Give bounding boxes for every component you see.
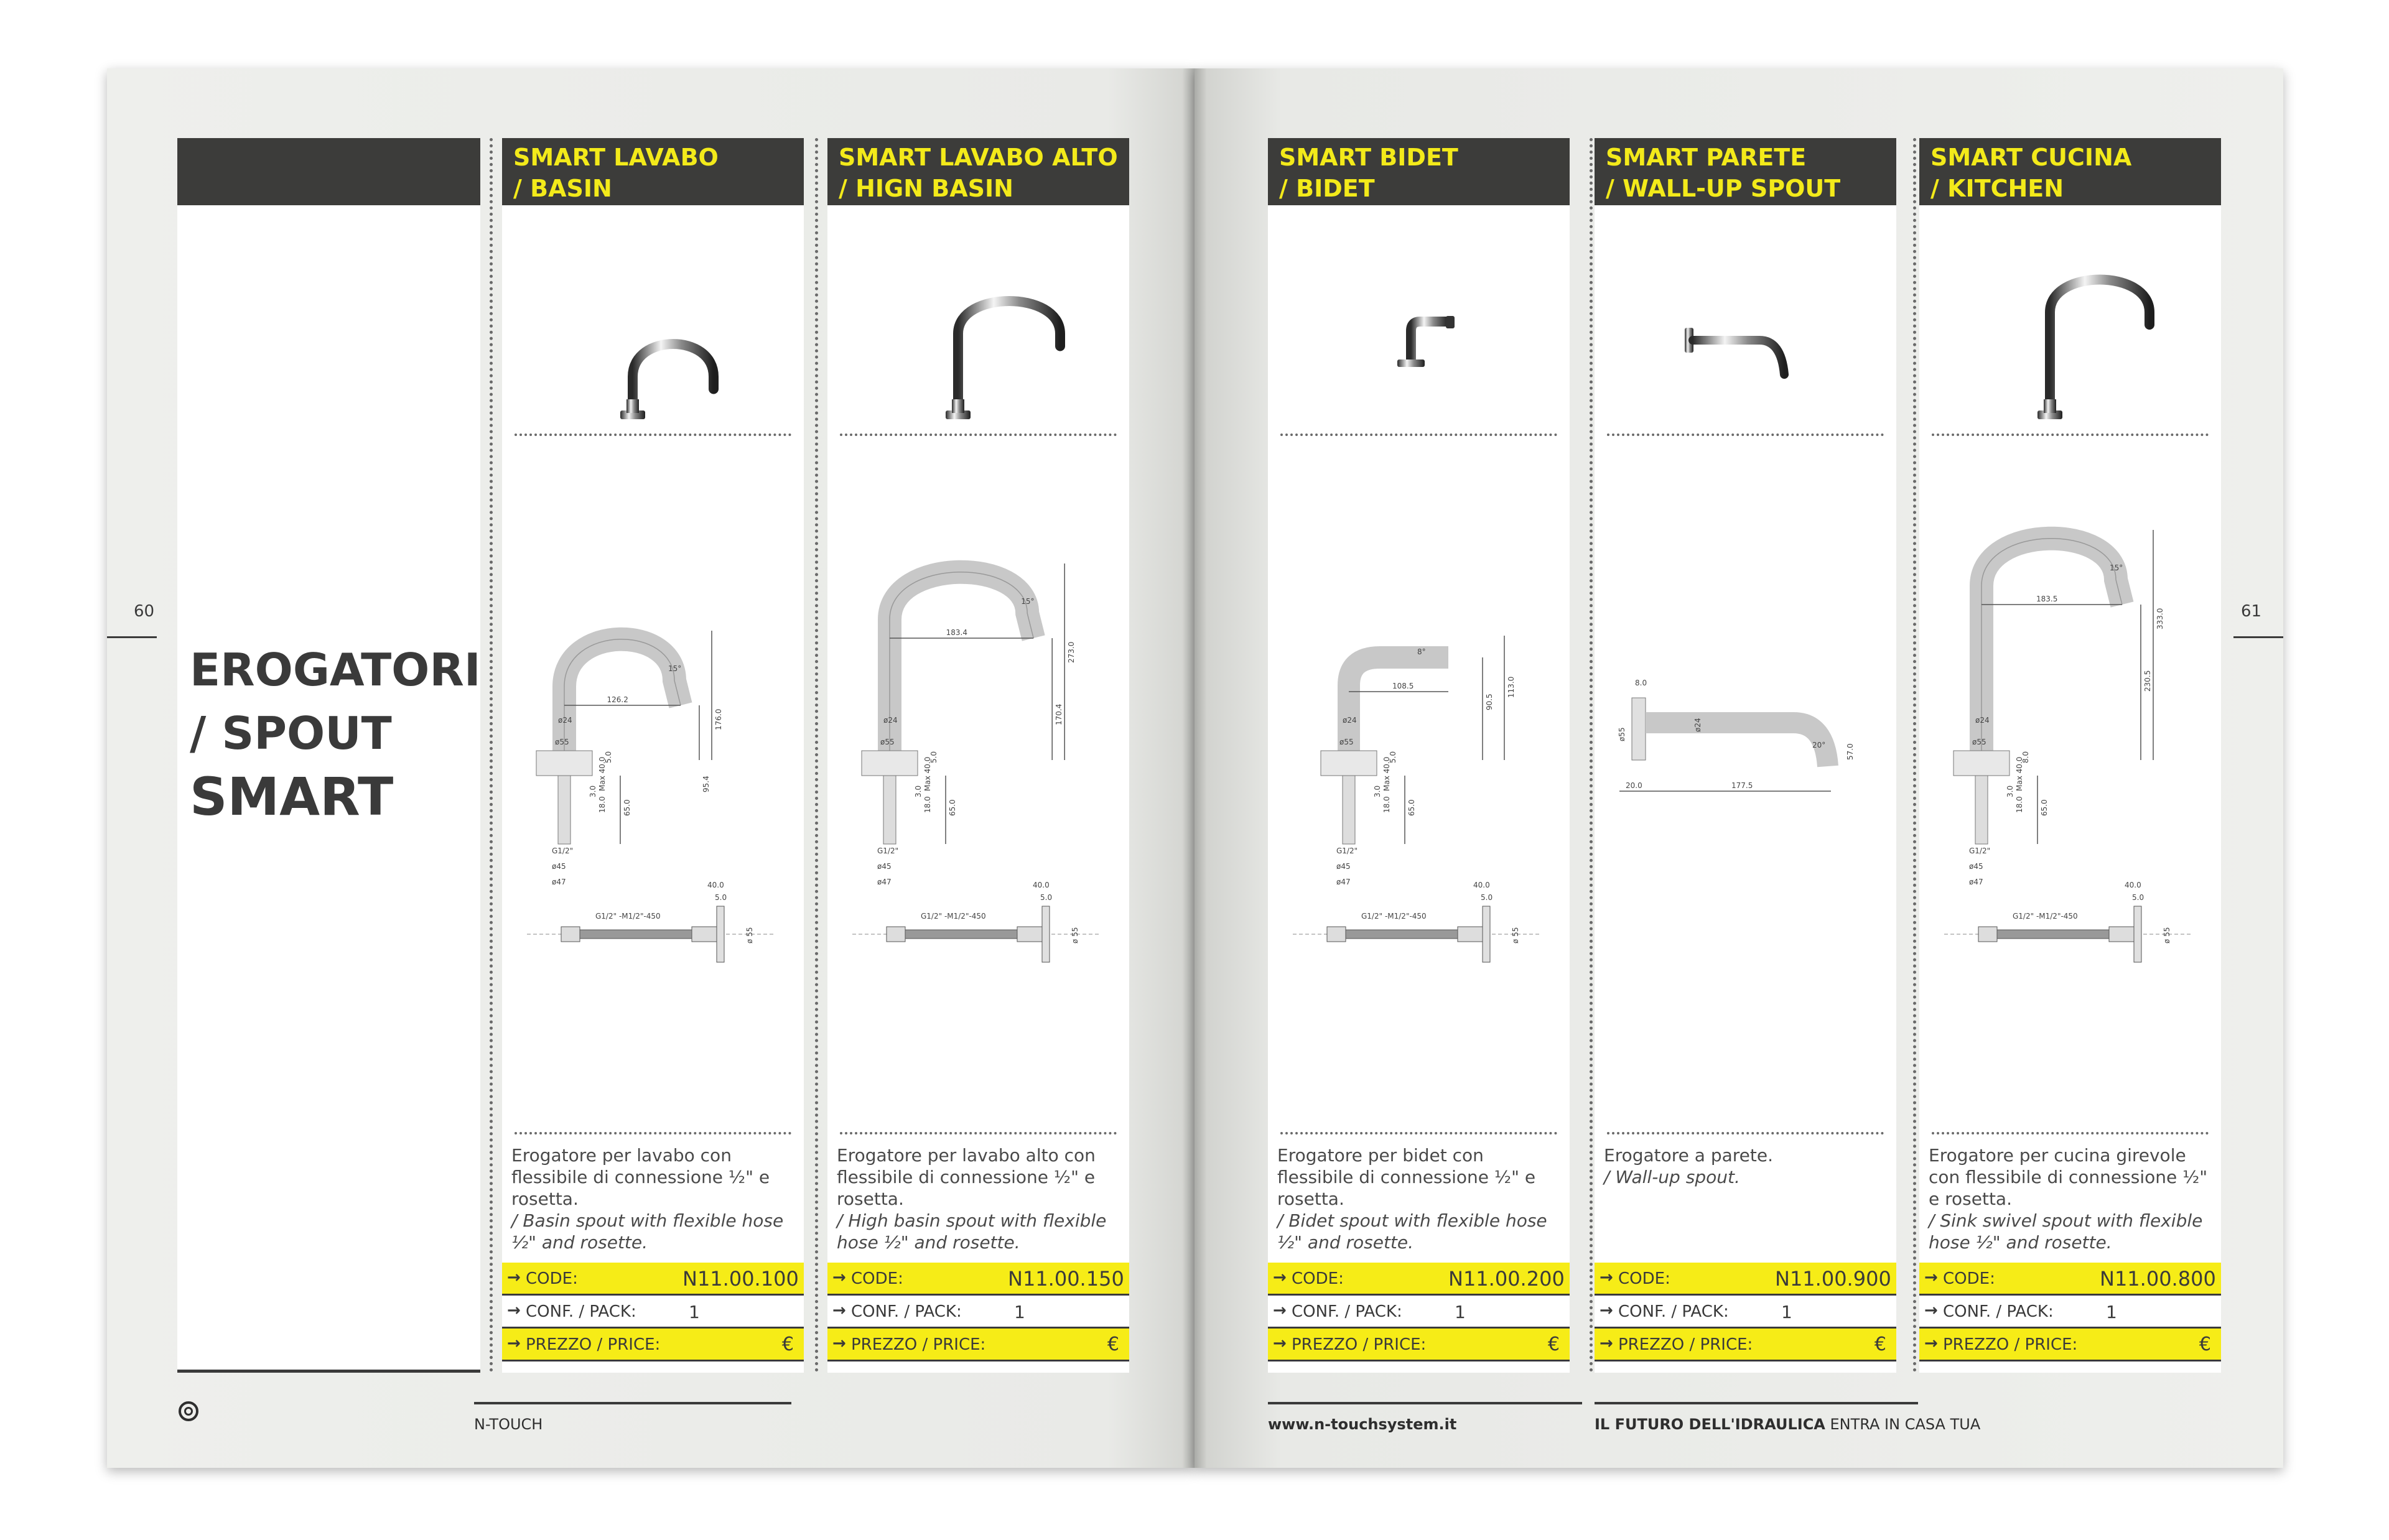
svg-text:15°: 15° <box>668 664 682 673</box>
product-code: N11.00.800 <box>2100 1267 2216 1291</box>
product-photo <box>1651 219 1840 480</box>
product-title-en: / WALL-UP SPOUT <box>1606 175 1841 202</box>
svg-text:ø55: ø55 <box>1972 738 1986 746</box>
description-english: / High basin spout with flexible hose ½" and rosette. <box>837 1210 1107 1253</box>
description-english: / Sink swivel spout with flexible hose ½" and rosette. <box>1929 1210 2203 1253</box>
price-label: PREZZO / PRICE: <box>851 1335 986 1354</box>
code-row <box>1595 1263 1896 1296</box>
svg-text:G1/2": G1/2" <box>1336 847 1358 855</box>
svg-text:5.0: 5.0 <box>1040 893 1053 902</box>
svg-text:Max 40.0: Max 40.0 <box>2015 756 2024 791</box>
pack-quantity: 1 <box>2106 1302 2117 1322</box>
product-title <box>1930 142 2220 204</box>
svg-text:Max 40.0: Max 40.0 <box>923 756 932 791</box>
arrow-right-icon: → <box>1273 1301 1287 1320</box>
section-divider <box>840 434 1117 436</box>
product-title-en: / KITCHEN <box>1930 175 2064 202</box>
product-info-table <box>1919 1263 2221 1361</box>
column-divider <box>1590 138 1593 1373</box>
pack-quantity: 1 <box>1781 1302 1792 1322</box>
svg-text:5.0: 5.0 <box>715 893 727 902</box>
footer-slogan-bold: IL FUTURO DELL'IDRAULICA <box>1595 1416 1825 1433</box>
code-row <box>827 1263 1129 1296</box>
svg-text:5.0: 5.0 <box>1389 751 1397 763</box>
description-italian: Erogatore per lavabo alto con flessibile di connessione ½" e rosetta. <box>837 1145 1096 1209</box>
svg-text:18.0: 18.0 <box>2015 796 2024 813</box>
category-title-line1: EROGATORI <box>190 644 481 696</box>
svg-text:113.0: 113.0 <box>1507 676 1516 698</box>
price-currency: € <box>1874 1334 1886 1355</box>
svg-text:57.0: 57.0 <box>1846 743 1855 760</box>
svg-text:3.0: 3.0 <box>914 785 923 797</box>
svg-text:5.0: 5.0 <box>929 751 938 763</box>
svg-text:40.0: 40.0 <box>1473 881 1490 889</box>
product-header-bar <box>1595 138 1896 205</box>
svg-text:ø47: ø47 <box>552 878 566 886</box>
code-label: CODE: <box>851 1269 903 1288</box>
description-italian: Erogatore a parete. <box>1604 1145 1774 1166</box>
arrow-right-icon: → <box>832 1301 846 1320</box>
pack-row <box>1268 1296 1570 1329</box>
svg-text:108.5: 108.5 <box>1392 682 1414 690</box>
price-currency: € <box>1547 1334 1560 1355</box>
svg-text:15°: 15° <box>2110 564 2123 572</box>
description-english: / Bidet spout with flexible hose ½" and rosette. <box>1277 1210 1547 1253</box>
product-title-en: / BASIN <box>513 175 612 202</box>
product-photo <box>1975 219 2165 480</box>
product-card-smart-parete <box>1595 138 1896 1373</box>
svg-text:ø24: ø24 <box>558 716 572 725</box>
arrow-right-icon: → <box>1924 1268 1938 1287</box>
n-touch-logo-icon <box>179 1401 198 1421</box>
svg-text:Max 40.0: Max 40.0 <box>598 756 607 791</box>
svg-text:20.0: 20.0 <box>1626 781 1642 790</box>
pack-label: CONF. / PACK: <box>1292 1302 1402 1321</box>
price-label: PREZZO / PRICE: <box>1943 1335 2078 1354</box>
svg-text:8°: 8° <box>1417 647 1426 656</box>
arrow-right-icon: → <box>1924 1301 1938 1320</box>
section-divider <box>1932 1132 2209 1134</box>
svg-text:40.0: 40.0 <box>1033 881 1050 889</box>
product-photo <box>1324 219 1514 480</box>
product-description <box>1929 1144 2215 1253</box>
product-photo <box>558 219 748 480</box>
svg-text:177.5: 177.5 <box>1731 781 1753 790</box>
svg-text:126.2: 126.2 <box>607 695 628 704</box>
product-info-table <box>1268 1263 1570 1361</box>
code-label: CODE: <box>1292 1269 1344 1288</box>
column-divider <box>490 138 493 1373</box>
svg-text:ø24: ø24 <box>1693 718 1702 732</box>
svg-text:G1/2": G1/2" <box>877 847 899 855</box>
svg-text:ø 55: ø 55 <box>2163 927 2171 944</box>
arrow-right-icon: → <box>832 1334 846 1353</box>
arrow-right-icon: → <box>507 1301 521 1320</box>
pack-label: CONF. / PACK: <box>1943 1302 2054 1321</box>
product-code: N11.00.200 <box>1448 1267 1565 1291</box>
svg-text:65.0: 65.0 <box>1407 799 1416 816</box>
category-title-line2: / SPOUT <box>190 707 392 759</box>
svg-text:ø47: ø47 <box>877 878 892 886</box>
pack-quantity: 1 <box>1014 1302 1025 1322</box>
price-label: PREZZO / PRICE: <box>1618 1335 1753 1354</box>
svg-text:40.0: 40.0 <box>2125 881 2141 889</box>
description-english: / Wall-up spout. <box>1604 1167 1740 1187</box>
svg-text:G1/2" -M1/2"-450: G1/2" -M1/2"-450 <box>2013 912 2078 921</box>
svg-text:ø45: ø45 <box>1336 862 1351 871</box>
footer-rule-right-1 <box>1268 1402 1582 1404</box>
svg-text:3.0: 3.0 <box>1373 785 1382 797</box>
svg-text:40.0: 40.0 <box>707 881 724 889</box>
description-english: / Basin spout with flexible hose ½" and rosette. <box>511 1210 784 1253</box>
pack-row <box>827 1296 1129 1329</box>
svg-text:ø55: ø55 <box>1618 727 1626 741</box>
svg-text:ø 55: ø 55 <box>1071 927 1079 944</box>
svg-text:3.0: 3.0 <box>2006 785 2014 797</box>
category-header-bar <box>177 138 480 205</box>
product-header-bar <box>502 138 804 205</box>
svg-text:183.5: 183.5 <box>2036 595 2058 603</box>
section-divider <box>840 1132 1117 1134</box>
technical-drawing <box>840 468 1123 1239</box>
svg-text:183.4: 183.4 <box>946 628 967 637</box>
technical-drawing <box>1280 468 1563 1239</box>
product-info-table <box>1595 1263 1896 1361</box>
footer-slogan <box>1595 1416 1980 1433</box>
technical-drawing <box>515 468 798 1239</box>
arrow-right-icon: → <box>1924 1334 1938 1353</box>
arrow-right-icon: → <box>507 1268 521 1287</box>
price-currency: € <box>2199 1334 2211 1355</box>
arrow-right-icon: → <box>1600 1301 1613 1320</box>
page-number-right: 61 <box>2241 602 2262 621</box>
svg-text:333.0: 333.0 <box>2156 608 2164 629</box>
code-label: CODE: <box>1943 1269 1995 1288</box>
section-divider <box>515 1132 791 1134</box>
price-label: PREZZO / PRICE: <box>1292 1335 1427 1354</box>
svg-text:G1/2": G1/2" <box>1969 847 1991 855</box>
product-title-it: SMART LAVABO <box>513 144 719 171</box>
technical-drawing <box>1607 468 1890 1239</box>
svg-text:ø45: ø45 <box>1969 862 1983 871</box>
product-description <box>1604 1144 1890 1188</box>
pack-label: CONF. / PACK: <box>526 1302 636 1321</box>
svg-text:ø24: ø24 <box>883 716 898 725</box>
pack-row <box>1595 1296 1896 1329</box>
product-card-smart-lavabo <box>502 138 804 1373</box>
product-info-table <box>502 1263 804 1361</box>
svg-text:65.0: 65.0 <box>623 799 631 816</box>
product-description <box>1277 1144 1563 1253</box>
product-title-it: SMART BIDET <box>1279 144 1458 171</box>
pack-row <box>1919 1296 2221 1329</box>
left-page-marker <box>107 636 157 638</box>
product-card-smart-bidet <box>1268 138 1570 1373</box>
svg-text:18.0: 18.0 <box>598 796 607 813</box>
price-label: PREZZO / PRICE: <box>526 1335 661 1354</box>
svg-text:G1/2" -M1/2"-450: G1/2" -M1/2"-450 <box>595 912 661 921</box>
svg-text:18.0: 18.0 <box>1382 796 1391 813</box>
svg-text:273.0: 273.0 <box>1067 641 1076 663</box>
product-header-bar <box>1919 138 2221 205</box>
product-card-smart-cucina <box>1919 138 2221 1373</box>
product-title-en: / BIDET <box>1279 175 1375 202</box>
svg-text:ø24: ø24 <box>1343 716 1357 725</box>
column-divider <box>1913 138 1916 1373</box>
description-italian: Erogatore per bidet con flessibile di connessione ½" e rosetta. <box>1277 1145 1536 1209</box>
svg-text:5.0: 5.0 <box>2132 893 2145 902</box>
svg-text:ø 55: ø 55 <box>745 927 754 944</box>
product-title <box>513 142 803 204</box>
svg-text:176.0: 176.0 <box>714 708 723 730</box>
svg-text:ø55: ø55 <box>1339 738 1354 746</box>
svg-text:15°: 15° <box>1021 597 1035 606</box>
footer-rule-left <box>474 1402 791 1404</box>
svg-text:ø47: ø47 <box>1969 878 1983 886</box>
price-currency: € <box>1107 1334 1119 1355</box>
arrow-right-icon: → <box>1600 1334 1613 1353</box>
product-title <box>839 142 1128 204</box>
pack-label: CONF. / PACK: <box>851 1302 962 1321</box>
section-divider <box>1280 1132 1557 1134</box>
svg-text:5.0: 5.0 <box>604 751 613 763</box>
svg-text:65.0: 65.0 <box>2040 799 2049 816</box>
pack-label: CONF. / PACK: <box>1618 1302 1729 1321</box>
section-divider <box>1932 434 2209 436</box>
svg-text:Max 40.0: Max 40.0 <box>1382 756 1391 791</box>
code-row <box>1268 1263 1570 1296</box>
svg-text:90.5: 90.5 <box>1485 693 1494 710</box>
product-description <box>837 1144 1123 1253</box>
section-divider <box>1280 434 1557 436</box>
arrow-right-icon: → <box>832 1268 846 1287</box>
right-page-marker <box>2233 636 2283 638</box>
svg-text:ø24: ø24 <box>1975 716 1990 725</box>
svg-text:ø45: ø45 <box>877 862 892 871</box>
svg-text:95.4: 95.4 <box>702 776 710 792</box>
section-divider <box>1607 1132 1884 1134</box>
arrow-right-icon: → <box>1600 1268 1613 1287</box>
footer-slogan-rest: ENTRA IN CASA TUA <box>1830 1416 1981 1433</box>
svg-text:20°: 20° <box>1812 741 1826 749</box>
category-bottom-rule <box>177 1370 480 1373</box>
pack-quantity: 1 <box>1455 1302 1466 1322</box>
svg-text:ø45: ø45 <box>552 862 566 871</box>
price-currency: € <box>781 1334 794 1355</box>
product-header-bar <box>827 138 1129 205</box>
product-code: N11.00.150 <box>1008 1267 1124 1291</box>
svg-text:ø55: ø55 <box>880 738 895 746</box>
description-italian: Erogatore per cucina girevole con flessibile di connessione ½" e rosetta. <box>1929 1145 2208 1209</box>
svg-text:5.0: 5.0 <box>1481 893 1493 902</box>
price-row <box>1268 1329 1570 1361</box>
svg-text:ø 55: ø 55 <box>1511 927 1520 944</box>
price-row <box>502 1329 804 1361</box>
svg-text:ø47: ø47 <box>1336 878 1351 886</box>
product-title <box>1279 142 1568 204</box>
svg-text:8.0: 8.0 <box>2021 751 2030 763</box>
svg-text:ø55: ø55 <box>555 738 569 746</box>
pack-quantity: 1 <box>689 1302 700 1322</box>
column-divider <box>815 138 818 1373</box>
price-row <box>1595 1329 1896 1361</box>
code-row <box>1919 1263 2221 1296</box>
code-row <box>502 1263 804 1296</box>
svg-text:18.0: 18.0 <box>923 796 932 813</box>
category-panel <box>177 138 480 1373</box>
technical-drawing <box>1932 468 2215 1239</box>
product-description <box>511 1144 798 1253</box>
product-info-table <box>827 1263 1129 1361</box>
price-row <box>1919 1329 2221 1361</box>
product-card-smart-lavabo-alto <box>827 138 1129 1373</box>
code-label: CODE: <box>526 1269 578 1288</box>
pack-row <box>502 1296 804 1329</box>
book-spine <box>1182 68 1207 1468</box>
category-title <box>190 638 481 828</box>
arrow-right-icon: → <box>1273 1334 1287 1353</box>
description-italian: Erogatore per lavabo con flessibile di connessione ½" e rosetta. <box>511 1145 770 1209</box>
section-divider <box>1607 434 1884 436</box>
footer-brand: N-TOUCH <box>474 1416 543 1433</box>
svg-text:G1/2": G1/2" <box>552 847 574 855</box>
footer-rule-right-2 <box>1595 1402 1918 1404</box>
product-title <box>1606 142 1895 204</box>
product-photo <box>883 219 1073 480</box>
svg-text:3.0: 3.0 <box>589 785 597 797</box>
footer-url[interactable]: www.n-touchsystem.it <box>1268 1416 1457 1433</box>
price-row <box>827 1329 1129 1361</box>
svg-text:230.5: 230.5 <box>2143 670 2152 692</box>
category-title-line3: SMART <box>190 766 394 827</box>
svg-text:170.4: 170.4 <box>1055 703 1064 725</box>
product-title-it: SMART CUCINA <box>1930 144 2132 171</box>
page-number-left: 60 <box>134 602 155 621</box>
svg-text:8.0: 8.0 <box>1635 679 1647 687</box>
section-divider <box>515 434 791 436</box>
product-code: N11.00.100 <box>682 1267 799 1291</box>
product-header-bar <box>1268 138 1570 205</box>
product-code: N11.00.900 <box>1775 1267 1891 1291</box>
svg-text:65.0: 65.0 <box>948 799 957 816</box>
code-label: CODE: <box>1618 1269 1670 1288</box>
arrow-right-icon: → <box>1273 1268 1287 1287</box>
product-title-it: SMART LAVABO ALTO <box>839 144 1118 171</box>
product-title-it: SMART PARETE <box>1606 144 1807 171</box>
product-title-en: / HIGN BASIN <box>839 175 1013 202</box>
svg-text:G1/2" -M1/2"-450: G1/2" -M1/2"-450 <box>1361 912 1427 921</box>
svg-text:G1/2" -M1/2"-450: G1/2" -M1/2"-450 <box>921 912 986 921</box>
arrow-right-icon: → <box>507 1334 521 1353</box>
